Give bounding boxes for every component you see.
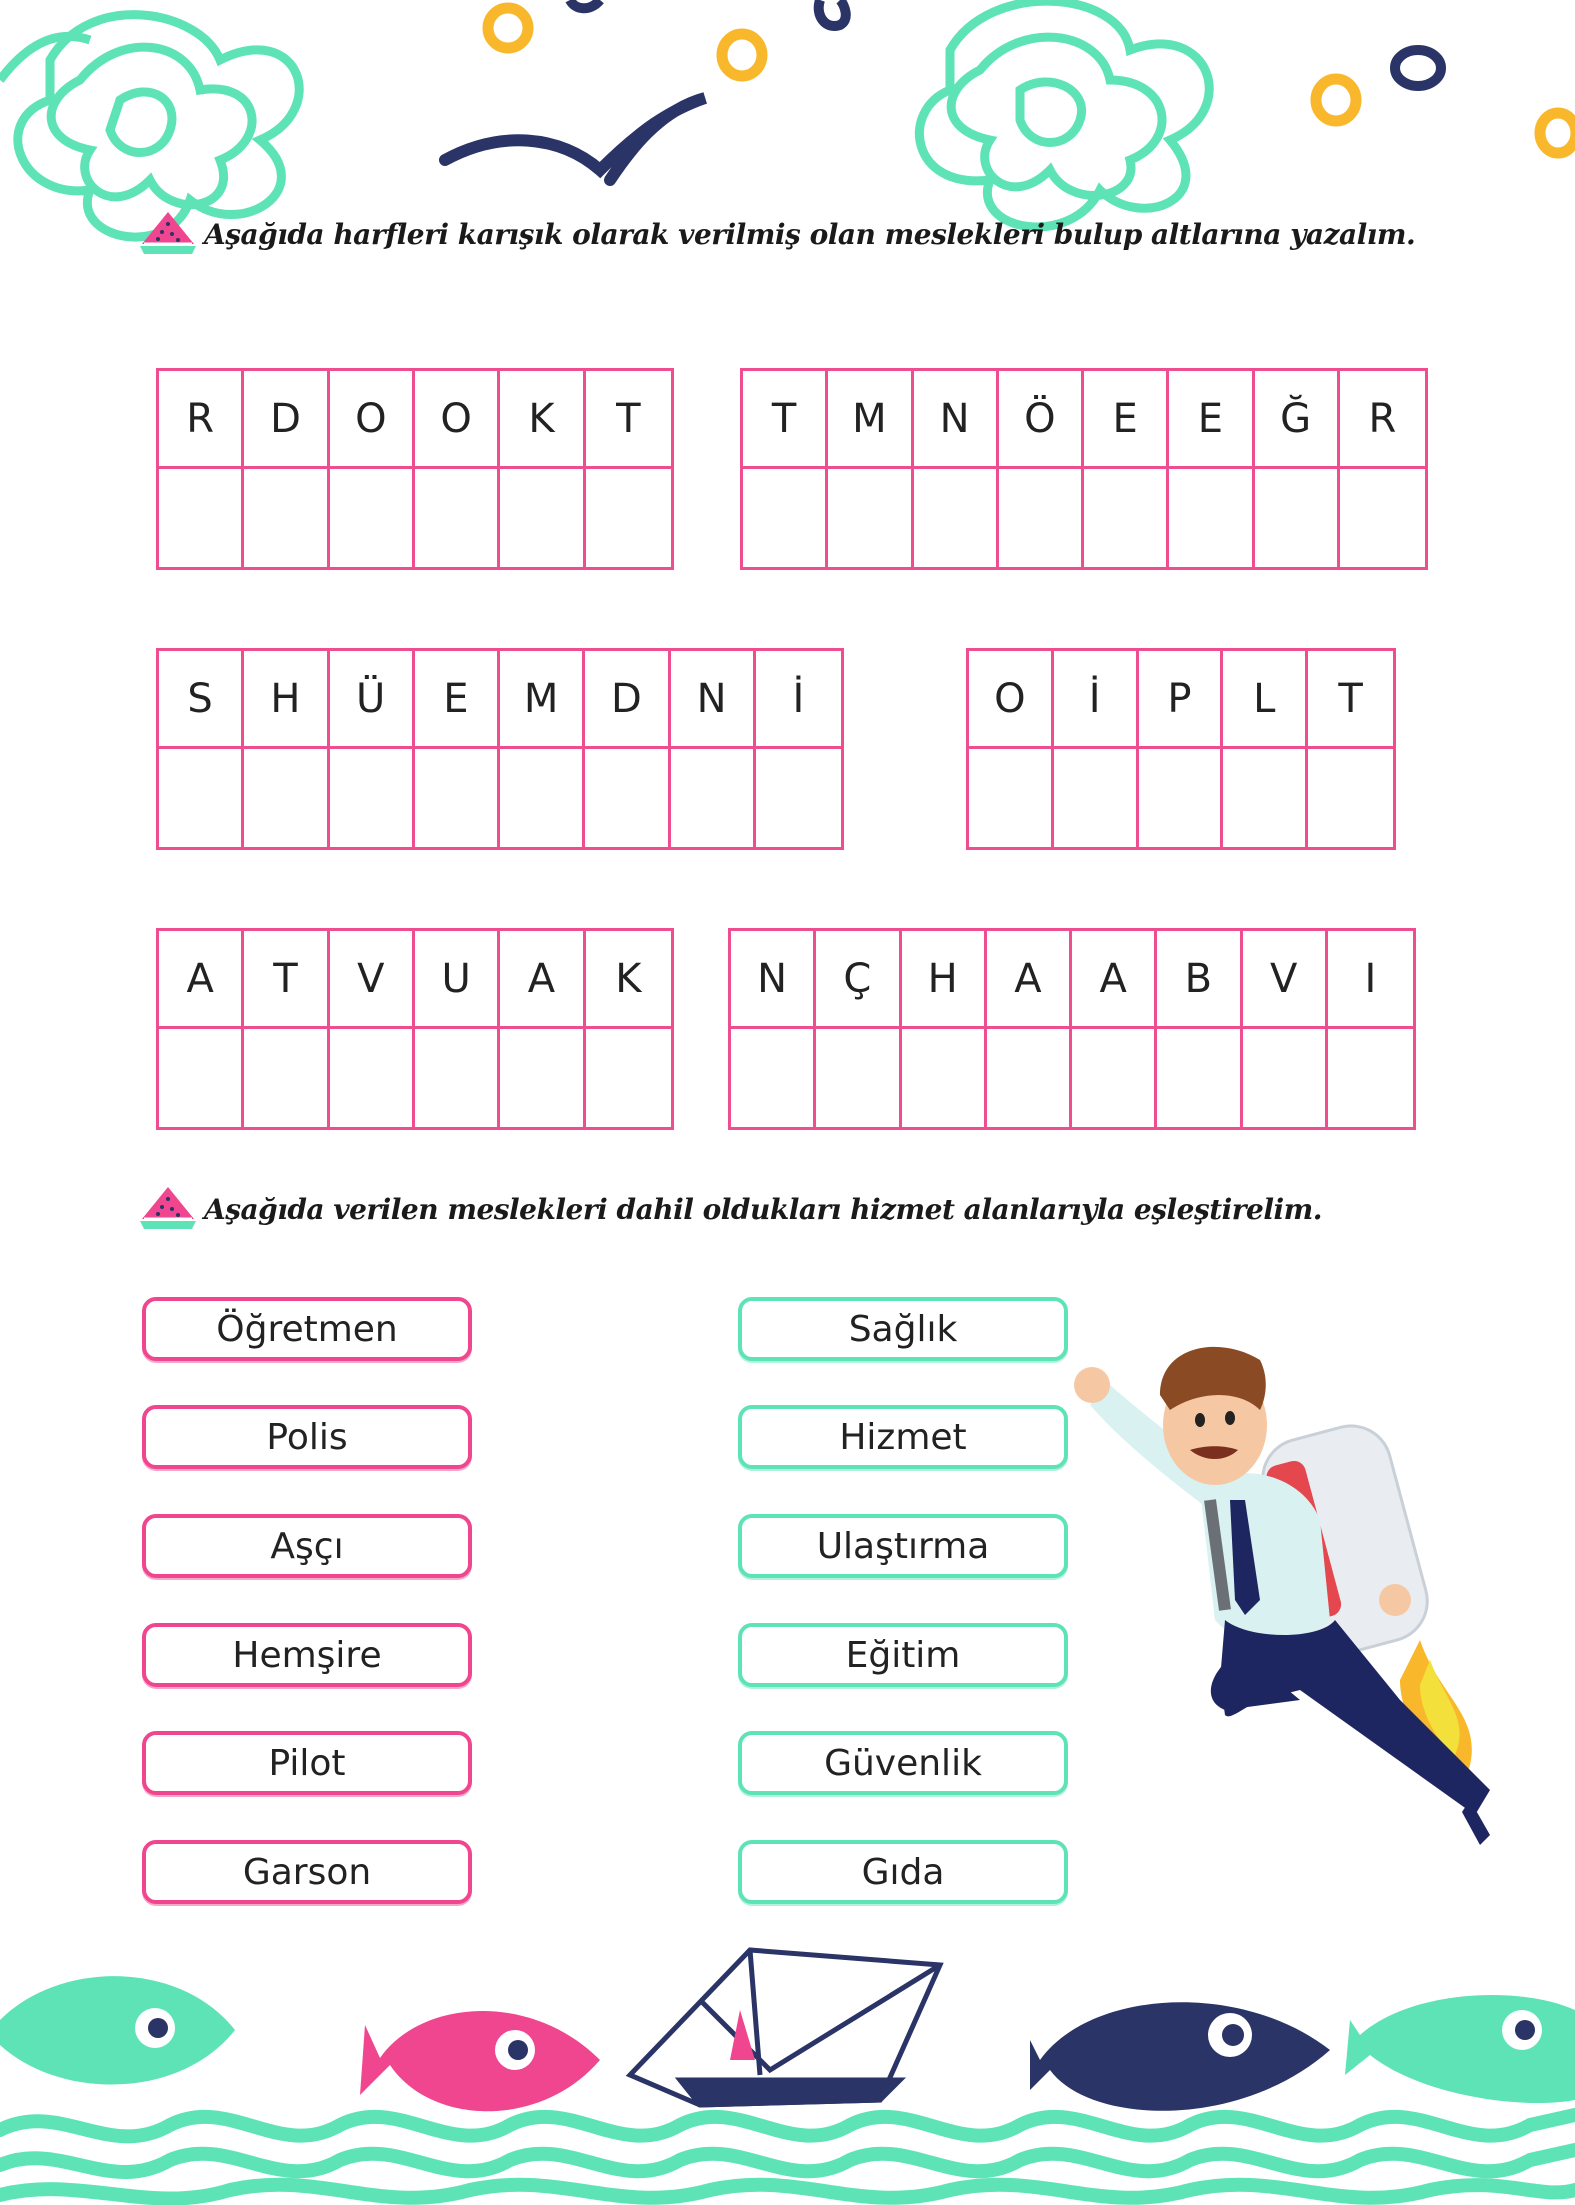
letter-cell: A (500, 931, 585, 1029)
answer-cell[interactable] (731, 1029, 816, 1127)
letter-cell: V (330, 931, 415, 1029)
answer-cell[interactable] (1255, 469, 1340, 567)
service-area-guvenlik[interactable]: Güvenlik (738, 1731, 1068, 1795)
letter-cell: R (159, 371, 244, 469)
answer-cell[interactable] (500, 1029, 585, 1127)
profession-garson[interactable]: Garson (142, 1840, 472, 1904)
letter-cell: Ö (999, 371, 1084, 469)
word-grid-4 (966, 648, 1396, 850)
letter-cell: A (159, 931, 244, 1029)
letter-cell: I (1328, 931, 1413, 1029)
letter-cell: A (987, 931, 1072, 1029)
letter-cell: L (1223, 651, 1308, 749)
letter-cell: H (244, 651, 329, 749)
letter-cell: N (731, 931, 816, 1029)
instruction-2 (138, 1185, 1322, 1233)
letter-cell: E (415, 651, 500, 749)
letter-cell: K (586, 931, 671, 1029)
watermelon-icon (138, 1185, 198, 1233)
answer-cell[interactable] (330, 1029, 415, 1127)
answer-cell[interactable] (743, 469, 828, 567)
answer-cell[interactable] (1340, 469, 1425, 567)
paper-boat (630, 1950, 940, 2105)
letter-cell: O (415, 371, 500, 469)
navy-rings (570, 0, 1441, 86)
answer-cell[interactable] (159, 1029, 244, 1127)
word-grid-1 (156, 368, 674, 570)
fish-mint-right (1345, 1995, 1575, 2103)
answer-cell[interactable] (415, 469, 500, 567)
letter-cell: İ (756, 651, 841, 749)
bottom-waves (0, 2115, 1575, 2199)
profession-hemsire[interactable]: Hemşire (142, 1623, 472, 1687)
answer-cell[interactable] (415, 1029, 500, 1127)
profession-ogretmen[interactable]: Öğretmen (142, 1297, 472, 1361)
answer-cell[interactable] (159, 749, 244, 847)
letter-cell: S (159, 651, 244, 749)
answer-cell[interactable] (1328, 1029, 1413, 1127)
letter-cell: K (500, 371, 585, 469)
answer-cell[interactable] (330, 469, 415, 567)
service-area-saglik[interactable]: Sağlık (738, 1297, 1068, 1361)
answer-cell[interactable] (586, 469, 671, 567)
letter-cell: N (914, 371, 999, 469)
answer-cell[interactable] (671, 749, 756, 847)
fish-pink (360, 2011, 600, 2111)
letter-cell: H (902, 931, 987, 1029)
jetpack-boy-illustration (1074, 1347, 1490, 1845)
service-area-gida[interactable]: Gıda (738, 1840, 1068, 1904)
answer-cell[interactable] (1084, 469, 1169, 567)
letter-cell: D (585, 651, 670, 749)
letter-cell: M (828, 371, 913, 469)
letter-cell: M (500, 651, 585, 749)
word-grid-6 (728, 928, 1416, 1130)
answer-cell[interactable] (500, 749, 585, 847)
bird-swoosh (445, 98, 705, 180)
answer-cell[interactable] (914, 469, 999, 567)
letter-cell: O (330, 371, 415, 469)
instruction-text: Aşağıda harfleri karışık olarak verilmiş olan meslekleri bulup altlarına yazalım. (204, 217, 1416, 251)
letter-cell: Ü (330, 651, 415, 749)
letter-cell: T (244, 931, 329, 1029)
word-grid-2 (740, 368, 1428, 570)
answer-cell[interactable] (244, 469, 329, 567)
word-grid-3 (156, 648, 844, 850)
answer-cell[interactable] (828, 469, 913, 567)
instruction-1 (138, 210, 1415, 258)
letter-cell: O (969, 651, 1054, 749)
profession-polis[interactable]: Polis (142, 1405, 472, 1469)
watermelon-icon (138, 210, 198, 258)
answer-cell[interactable] (330, 749, 415, 847)
answer-cell[interactable] (500, 469, 585, 567)
fish-navy (1030, 2002, 1330, 2111)
answer-cell[interactable] (999, 469, 1084, 567)
answer-cell[interactable] (585, 749, 670, 847)
letter-cell: P (1139, 651, 1224, 749)
letter-cell: T (1308, 651, 1393, 749)
yellow-rings (488, 8, 1575, 153)
answer-cell[interactable] (1139, 749, 1224, 847)
profession-asci[interactable]: Aşçı (142, 1514, 472, 1578)
letter-cell: T (743, 371, 828, 469)
letter-cell: E (1169, 371, 1254, 469)
letter-cell: T (586, 371, 671, 469)
letter-cell: N (671, 651, 756, 749)
answer-cell[interactable] (244, 1029, 329, 1127)
answer-cell[interactable] (756, 749, 841, 847)
answer-cell[interactable] (415, 749, 500, 847)
answer-cell[interactable] (1157, 1029, 1242, 1127)
instruction-text: Aşağıda verilen meslekleri dahil oldukları hizmet alanlarıyla eşleştirelim. (204, 1192, 1322, 1226)
answer-cell[interactable] (987, 1029, 1072, 1127)
service-area-ulastirma[interactable]: Ulaştırma (738, 1514, 1068, 1578)
answer-cell[interactable] (1243, 1029, 1328, 1127)
answer-cell[interactable] (1223, 749, 1308, 847)
answer-cell[interactable] (816, 1029, 901, 1127)
profession-pilot[interactable]: Pilot (142, 1731, 472, 1795)
answer-cell[interactable] (1054, 749, 1139, 847)
fish-mint-left (0, 1976, 235, 2084)
service-area-hizmet[interactable]: Hizmet (738, 1405, 1068, 1469)
answer-cell[interactable] (1072, 1029, 1157, 1127)
answer-cell[interactable] (159, 469, 244, 567)
answer-cell[interactable] (586, 1029, 671, 1127)
service-area-egitim[interactable]: Eğitim (738, 1623, 1068, 1687)
letter-cell: U (415, 931, 500, 1029)
letter-cell: B (1157, 931, 1242, 1029)
letter-cell: E (1084, 371, 1169, 469)
letter-cell: İ (1054, 651, 1139, 749)
answer-cell[interactable] (244, 749, 329, 847)
scribble-flower-right (919, 1, 1209, 227)
word-grid-5 (156, 928, 674, 1130)
letter-cell: V (1243, 931, 1328, 1029)
letter-cell: D (244, 371, 329, 469)
answer-cell[interactable] (1169, 469, 1254, 567)
letter-cell: Ğ (1255, 371, 1340, 469)
answer-cell[interactable] (1308, 749, 1393, 847)
letter-cell: R (1340, 371, 1425, 469)
letter-cell: A (1072, 931, 1157, 1029)
letter-cell: Ç (816, 931, 901, 1029)
answer-cell[interactable] (902, 1029, 987, 1127)
answer-cell[interactable] (969, 749, 1054, 847)
scribble-flower-left (0, 15, 299, 237)
